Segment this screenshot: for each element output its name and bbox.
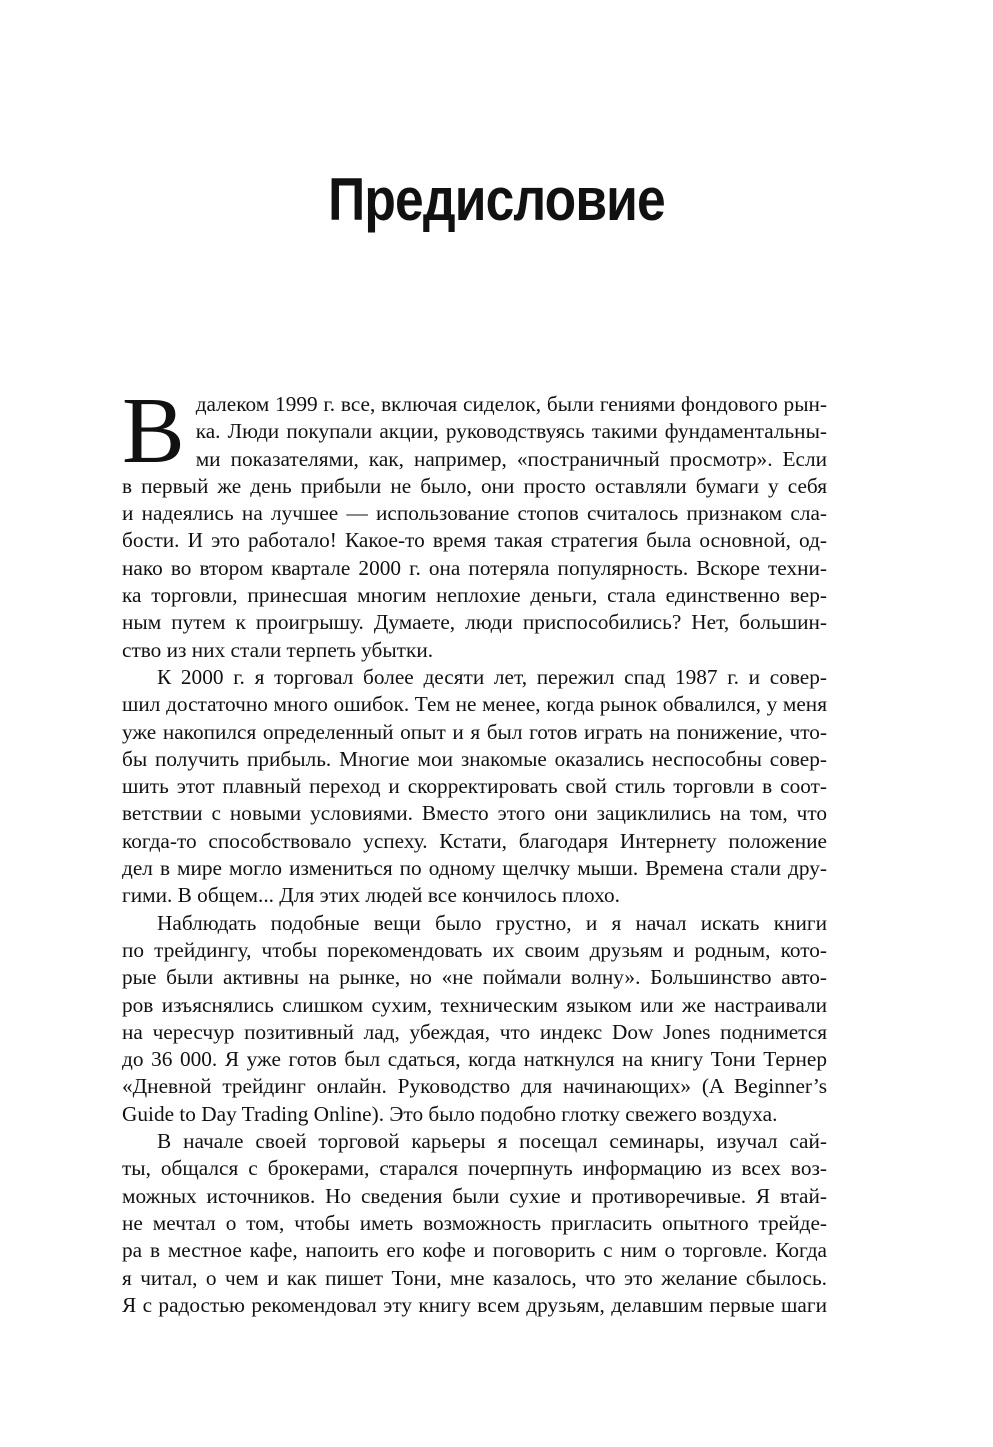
text-line: далеком 1999 г. все, включая сиделок, были гениями фондового рын- bbox=[195, 392, 827, 416]
text-line: когда-то способствовало успеху. Кстати, благодаря Интернету положение bbox=[122, 828, 827, 853]
paragraph-2 bbox=[122, 664, 827, 910]
text-line: я читал, о чем и как пишет Тони, мне казалось, что это желание сбылось. bbox=[122, 1265, 827, 1290]
text-line: до 36 000. Я уже готов был сдаться, когда наткнулся на книгу Тони Тернер bbox=[122, 1047, 827, 1072]
text-line: ка. Люди покупали акции, руководствуясь такими фундаментальны- bbox=[195, 419, 827, 444]
text-line: гими. В общем... Для этих людей все кончилось плохо. bbox=[122, 883, 620, 908]
text-line: можных источников. Но сведения были сухие и противоречивые. Я втай- bbox=[122, 1183, 827, 1208]
text-line: и надеялись на лучшее — использование стопов считалось признаком сла- bbox=[122, 501, 827, 526]
text-line: на чересчур позитивный лад, убеждая, что индекс Dow Jones поднимется bbox=[122, 1019, 827, 1044]
text-line: рые были активны на рынке, но «не поймали волну». Большинство авто- bbox=[122, 965, 827, 990]
text-line: бости. И это работало! Какое-то время такая стратегия была основной, од- bbox=[122, 528, 827, 553]
text-line: ты, общался с брокерами, старался почерпнуть информацию из всех воз- bbox=[122, 1156, 827, 1181]
text-line: по трейдингу, чтобы порекомендовать их своим друзьям и родным, кото- bbox=[122, 937, 827, 962]
text-line: ров изъяснялись слишком сухим, техническим языком или же настраивали bbox=[122, 992, 827, 1017]
text-line: ным путем к проигрышу. Думаете, люди приспособились? Нет, большин- bbox=[122, 610, 827, 635]
text-line: В начале своей торговой карьеры я посещал семинары, изучал сай- bbox=[157, 1129, 827, 1154]
text-line: ми показателями, как, например, «постраничный просмотр». Если bbox=[195, 446, 827, 471]
text-line: бы получить прибыль. Многие мои знакомые оказались неспособны совер- bbox=[122, 746, 827, 771]
paragraph-3 bbox=[122, 910, 827, 1128]
text-line: Guide to Day Trading Online). Это было подобно глотку свежего воздуха. bbox=[122, 1101, 778, 1126]
text-line: уже накопился определенный опыт и я был готов играть на понижение, что- bbox=[122, 719, 827, 744]
text-line: шил достаточно много ошибок. Тем не менее, когда рынок обвалился, у меня bbox=[122, 692, 827, 717]
text-line: Наблюдать подобные вещи было грустно, и я начал искать книги bbox=[157, 910, 827, 935]
text-line: ка торговли, принесшая многим неплохие деньги, стала единственно вер- bbox=[122, 583, 827, 608]
text-line: нако во втором квартале 2000 г. она потеряла популярность. Вскоре техни- bbox=[122, 555, 827, 580]
text-line: не мечтал о том, чтобы иметь возможность пригласить опытного трейде- bbox=[122, 1210, 827, 1235]
body-text bbox=[122, 379, 827, 1319]
paragraph-4 bbox=[122, 1128, 827, 1319]
chapter-title: Предисловие bbox=[328, 166, 665, 233]
text-line: дел в мире могло измениться по одному щелчку мыши. Времена стали дру- bbox=[122, 856, 827, 881]
text-line: ветствии с новыми условиями. Вместо этого они зациклились на том, что bbox=[122, 801, 827, 826]
drop-cap-letter: В bbox=[122, 379, 185, 483]
text-line: К 2000 г. я торговал более десяти лет, пережил спад 1987 г. и совер- bbox=[157, 664, 827, 689]
text-line: ра в местное кафе, напоить его кофе и поговорить с ним о торговле. Когда bbox=[122, 1238, 827, 1263]
text-line: Я с радостью рекомендовал эту книгу всем друзьям, делавшим первые шаги bbox=[122, 1292, 827, 1317]
text-line: шить этот плавный переход и скорректировать свой стиль торговли в соот- bbox=[122, 774, 827, 799]
paragraph-1 bbox=[122, 379, 827, 664]
text-line: «Дневной трейдинг онлайн. Руководство для начинающих» (A Beginner’s bbox=[122, 1074, 827, 1099]
text-line: в первый же день прибыли не было, они просто оставляли бумаги у себя bbox=[122, 473, 827, 498]
text-line: ство из них стали терпеть убытки. bbox=[122, 637, 434, 662]
